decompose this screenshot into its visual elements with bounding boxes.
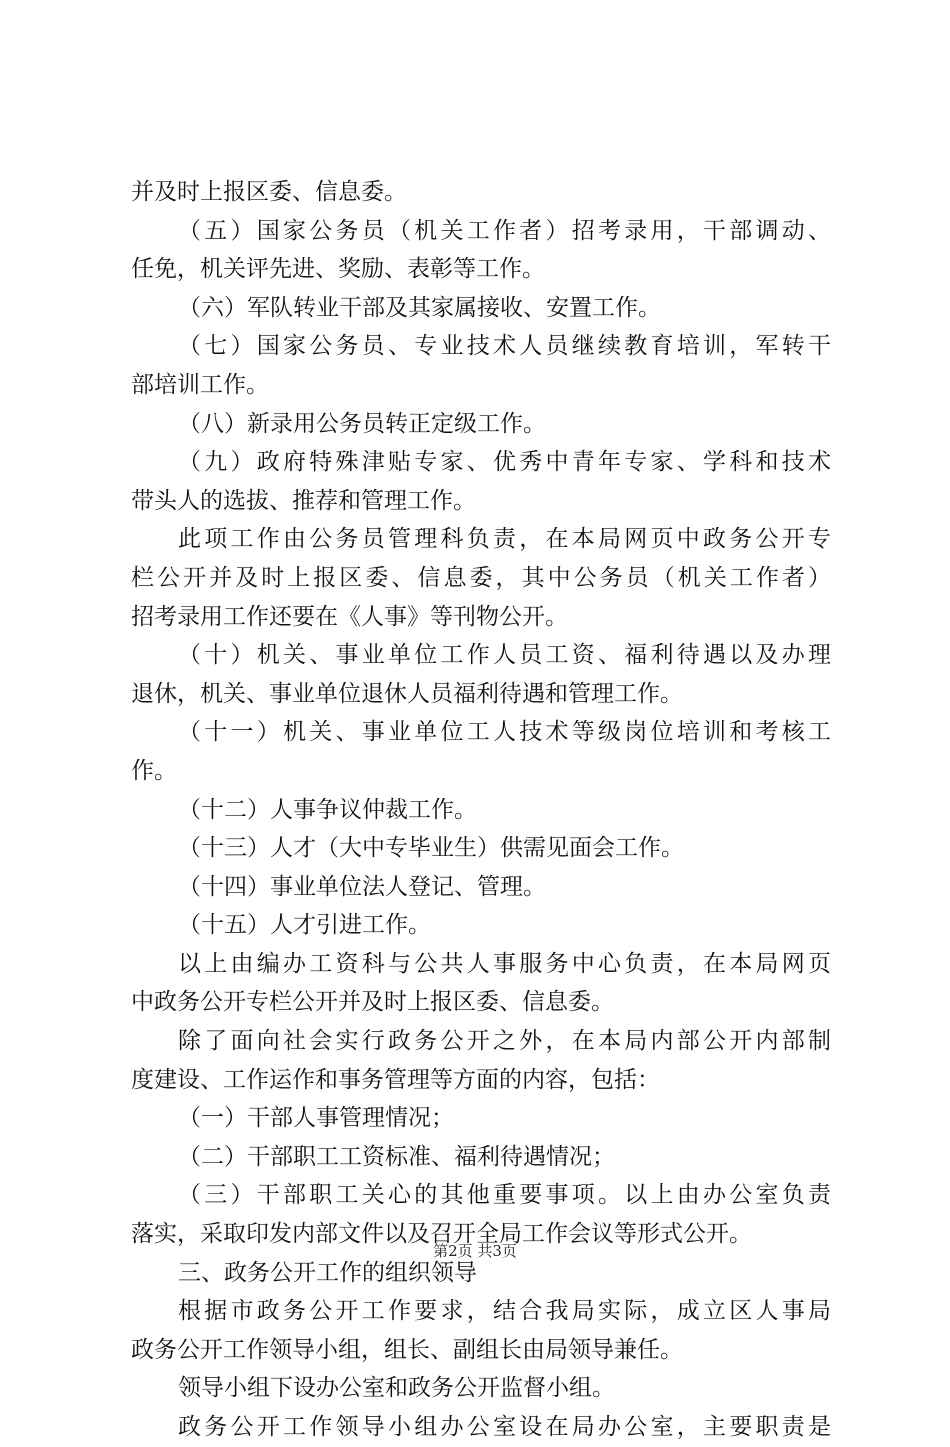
- text-line: （八）新录用公务员转正定级工作。: [178, 410, 546, 437]
- text-line: 招考录用工作还要在《人事》等刊物公开。: [131, 603, 568, 630]
- text-line: （三）干部职工关心的其他重要事项。以上由办公室负责: [178, 1182, 831, 1209]
- text-line: 栏公开并及时上报区委、信息委，其中公务员（机关工作者）: [131, 564, 831, 591]
- text-line: 落实，采取印发内部文件以及召开全局工作会议等形式公开。: [131, 1221, 752, 1248]
- page-footer: 第2页 共3页: [433, 1242, 517, 1260]
- text-line: （六）军队转业干部及其家属接收、安置工作。: [178, 294, 661, 321]
- text-line: （五）国家公务员（机关工作者）招考录用，干部调动、: [178, 217, 831, 244]
- text-line: 退休，机关、事业单位退休人员福利待遇和管理工作。: [131, 680, 683, 707]
- text-line: 以上由编办工资科与公共人事服务中心负责，在本局网页: [178, 950, 831, 977]
- text-line: 政务公开工作领导小组，组长、副组长由局领导兼任。: [131, 1336, 683, 1363]
- text-line: 领导小组下设办公室和政务公开监督小组。: [178, 1375, 615, 1402]
- text-line: （十二）人事争议仲裁工作。: [178, 796, 477, 823]
- text-line: 政务公开工作领导小组办公室设在局办公室，主要职责是: [178, 1414, 831, 1440]
- text-line: （七）国家公务员、专业技术人员继续教育培训，军转干: [178, 333, 831, 360]
- text-line: 带头人的选拔、推荐和管理工作。: [131, 487, 476, 514]
- text-line: 中政务公开专栏公开并及时上报区委、信息委。: [131, 989, 614, 1016]
- text-line: 三、政务公开工作的组织领导: [178, 1259, 477, 1286]
- text-line: （一）干部人事管理情况；: [178, 1105, 454, 1132]
- text-line: （十一）机关、事业单位工人技术等级岗位培训和考核工: [178, 719, 831, 746]
- text-line: 除了面向社会实行政务公开之外，在本局内部公开内部制: [178, 1028, 831, 1055]
- text-line: 部培训工作。: [131, 371, 269, 398]
- text-line: （十四）事业单位法人登记、管理。: [178, 873, 546, 900]
- text-line: （九）政府特殊津贴专家、优秀中青年专家、学科和技术: [178, 449, 831, 476]
- text-line: 度建设、工作运作和事务管理等方面的内容，包括：: [131, 1066, 660, 1093]
- text-line: 任免，机关评先进、奖励、表彰等工作。: [131, 256, 545, 283]
- text-line: （十三）人才（大中专毕业生）供需见面会工作。: [178, 835, 684, 862]
- text-line: 并及时上报区委、信息委。: [131, 179, 407, 205]
- text-line: 作。: [131, 757, 177, 784]
- text-line: 根据市政务公开工作要求，结合我局实际，成立区人事局: [178, 1298, 831, 1325]
- text-line: （二）干部职工工资标准、福利待遇情况；: [178, 1143, 615, 1170]
- text-line: （十五）人才引进工作。: [178, 912, 431, 939]
- text-line: 此项工作由公务员管理科负责，在本局网页中政务公开专: [178, 526, 831, 553]
- text-line: （十）机关、事业单位工作人员工资、福利待遇以及办理: [178, 642, 831, 669]
